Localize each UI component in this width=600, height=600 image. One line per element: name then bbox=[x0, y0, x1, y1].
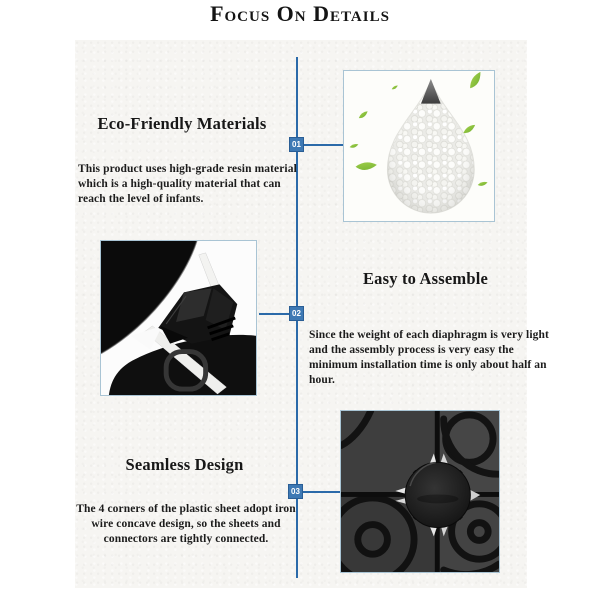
section-3-body: The 4 corners of the plastic sheet adopt iron wire concave design, so the sheets and connectors are tightly connected. bbox=[76, 503, 296, 545]
connector-closeup-photo bbox=[100, 240, 257, 396]
water-drop-illustration bbox=[344, 71, 494, 221]
section-1-heading: Eco-Friendly Materials bbox=[97, 114, 267, 133]
timeline-connector-1 bbox=[303, 144, 343, 146]
section-3-heading: Seamless Design bbox=[125, 455, 244, 474]
corner-connector-photo bbox=[340, 410, 500, 573]
resin-pellets-drop-photo bbox=[343, 70, 495, 222]
timeline-connector-3 bbox=[302, 491, 340, 493]
section-2-heading: Easy to Assemble bbox=[362, 269, 489, 288]
timeline-badge-02: 02 bbox=[289, 306, 304, 321]
section-1-body: This product uses high-grade resin material which is a high-quality material that can reach the level of infants. bbox=[78, 163, 297, 205]
timeline-badge-01: 01 bbox=[289, 137, 304, 152]
section-2-body: Since the weight of each diaphragm is very light and the assembly process is very easy the minimum installation time is only about half an hour. bbox=[309, 329, 549, 386]
drop-tip bbox=[421, 79, 441, 104]
timeline-badge-03: 03 bbox=[288, 484, 303, 499]
page-title: Focus On Details bbox=[210, 1, 390, 26]
timeline-connector-2 bbox=[259, 313, 290, 315]
connector-closeup-illustration bbox=[101, 241, 256, 395]
corner-connector-illustration bbox=[341, 411, 499, 572]
